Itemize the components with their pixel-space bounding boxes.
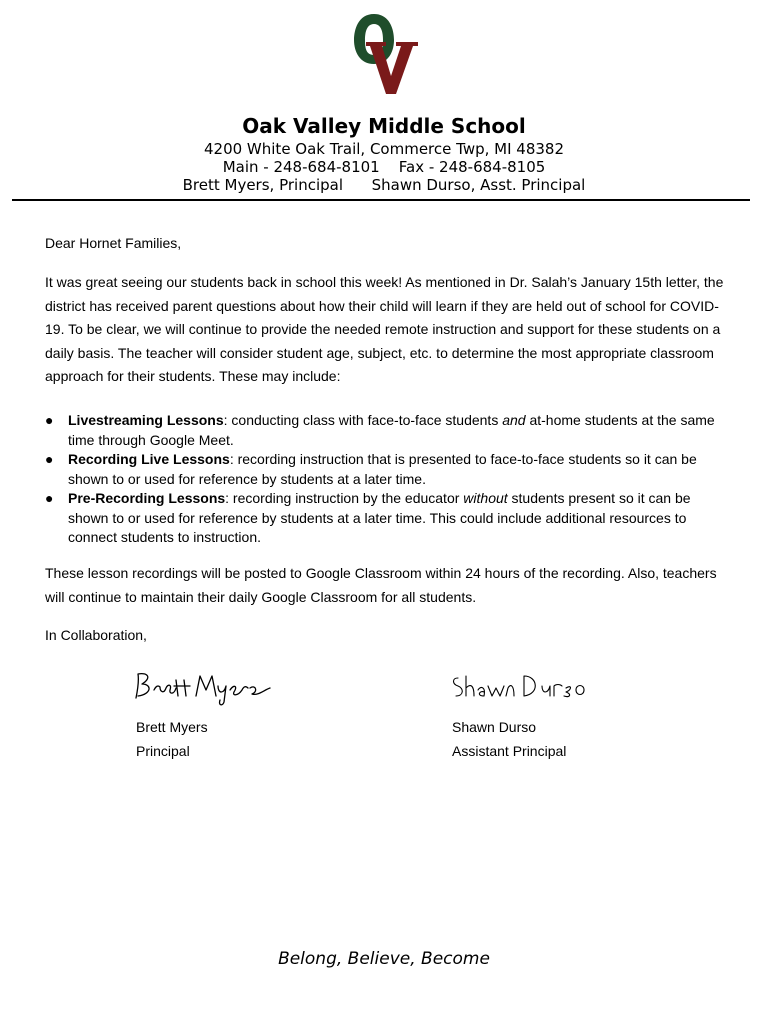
school-administrators: Brett Myers, Principal Shawn Durso, Asst. Principal	[182, 176, 586, 194]
list-item-text-end: students present so it can be shown to or used for reference by students at a later time. This could include additional resources to connect students to instruction.	[68, 490, 691, 545]
principal-title: Principal	[136, 743, 190, 759]
list-item-title: Pre-Recording Lessons	[68, 490, 226, 506]
school-logo	[350, 10, 422, 98]
bullet-icon: ●	[45, 490, 54, 506]
assistant-principal-name: Shawn Durso	[452, 719, 537, 735]
school-name: Oak Valley Middle School	[242, 114, 526, 138]
list-item-text-end: at-home students at the same time through Google Meet.	[68, 412, 715, 448]
letter-signoff: In Collaboration,	[45, 627, 147, 643]
list-item-title: Livestreaming Lessons	[68, 412, 224, 428]
list-item	[45, 450, 715, 489]
school-phone-fax: Main - 248-684-8101 Fax - 248-684-8105	[222, 158, 546, 176]
principal-name: Brett Myers	[136, 719, 208, 735]
instruction-methods-list	[45, 411, 715, 548]
school-motto: Belong, Believe, Become	[278, 949, 490, 969]
letter-closing-paragraph: These lesson recordings will be posted to Google Classroom within 24 hours of the recording. Also, teachers will continue to maintain their daily Google Classroom for all students.	[45, 565, 717, 605]
list-item-text: : conducting class with face-to-face students	[223, 412, 503, 428]
bullet-icon: ●	[45, 451, 54, 467]
list-item	[45, 411, 715, 450]
list-item	[45, 489, 715, 548]
list-item-text: : recording instruction that is presented to face-to-face students so it can be shown to or used for reference by students at a later time.	[68, 451, 697, 487]
list-item-emphasis: and	[502, 412, 526, 428]
school-address: 4200 White Oak Trail, Commerce Twp, MI 48382	[203, 140, 564, 158]
list-item-emphasis: without	[463, 490, 508, 506]
assistant-principal-title: Assistant Principal	[452, 743, 567, 759]
principal-signature	[130, 668, 290, 708]
list-item-text: : recording instruction by the educator	[225, 490, 464, 506]
bullet-icon: ●	[45, 412, 54, 428]
list-item-title: Recording Live Lessons	[68, 451, 230, 467]
assistant-principal-signature	[448, 668, 608, 708]
header-divider	[12, 199, 750, 201]
letter-greeting: Dear Hornet Families,	[45, 235, 182, 251]
letter-intro-paragraph: It was great seeing our students back in school this week! As mentioned in Dr. Salah’s January 15th letter, the district has received parent questions about how their child will learn if they are held out of school for COVID-19. To be clear, we will continue to provide the needed remote instruction and support for these students on a daily basis. The teacher will consider student age, subject, etc. to determine the most appropriate classroom approach for their students. These may include:	[45, 274, 724, 384]
